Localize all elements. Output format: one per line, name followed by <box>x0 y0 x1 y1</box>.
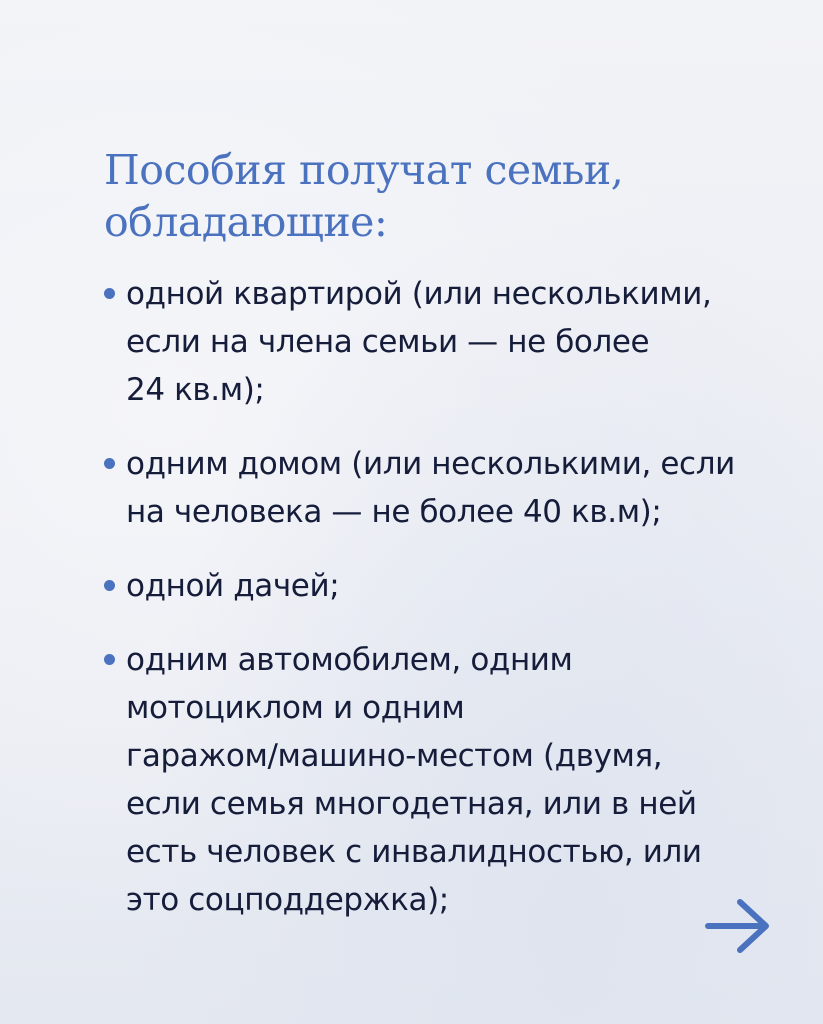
page-title <box>104 144 764 248</box>
list-item-line: на человека — не более 40 кв.м); <box>126 494 662 530</box>
list-item <box>104 270 784 414</box>
criteria-list <box>104 270 784 924</box>
list-item-line: это соцподдержка); <box>126 882 449 918</box>
list-item <box>104 636 784 924</box>
list-item-line: если семья многодетная, или в ней <box>126 786 697 822</box>
bullet-dot-icon <box>104 580 115 591</box>
list-item-line: одной дачей; <box>126 568 340 604</box>
bullet-dot-icon <box>104 654 115 665</box>
arrow-right-icon[interactable] <box>704 896 772 956</box>
list-item-line: есть человек с инвалидностью, или <box>126 834 702 870</box>
list-item-line: если на члена семьи — не более <box>126 324 650 360</box>
bullet-dot-icon <box>104 458 115 469</box>
list-item <box>104 562 784 610</box>
list-item-line: мотоциклом и одним <box>126 690 465 726</box>
list-item-line: одной квартирой (или несколькими, <box>126 276 712 312</box>
bullet-dot-icon <box>104 288 115 299</box>
title-line-1: Пособия получат семьи, <box>104 146 624 194</box>
title-line-2: обладающие: <box>104 198 388 246</box>
list-item <box>104 440 784 536</box>
list-item-line: гаражом/машино-местом (двумя, <box>126 738 663 774</box>
list-item-line: 24 кв.м); <box>126 372 265 408</box>
list-item-line: одним автомобилем, одним <box>126 642 573 678</box>
list-item-line: одним домом (или несколькими, если <box>126 446 735 482</box>
